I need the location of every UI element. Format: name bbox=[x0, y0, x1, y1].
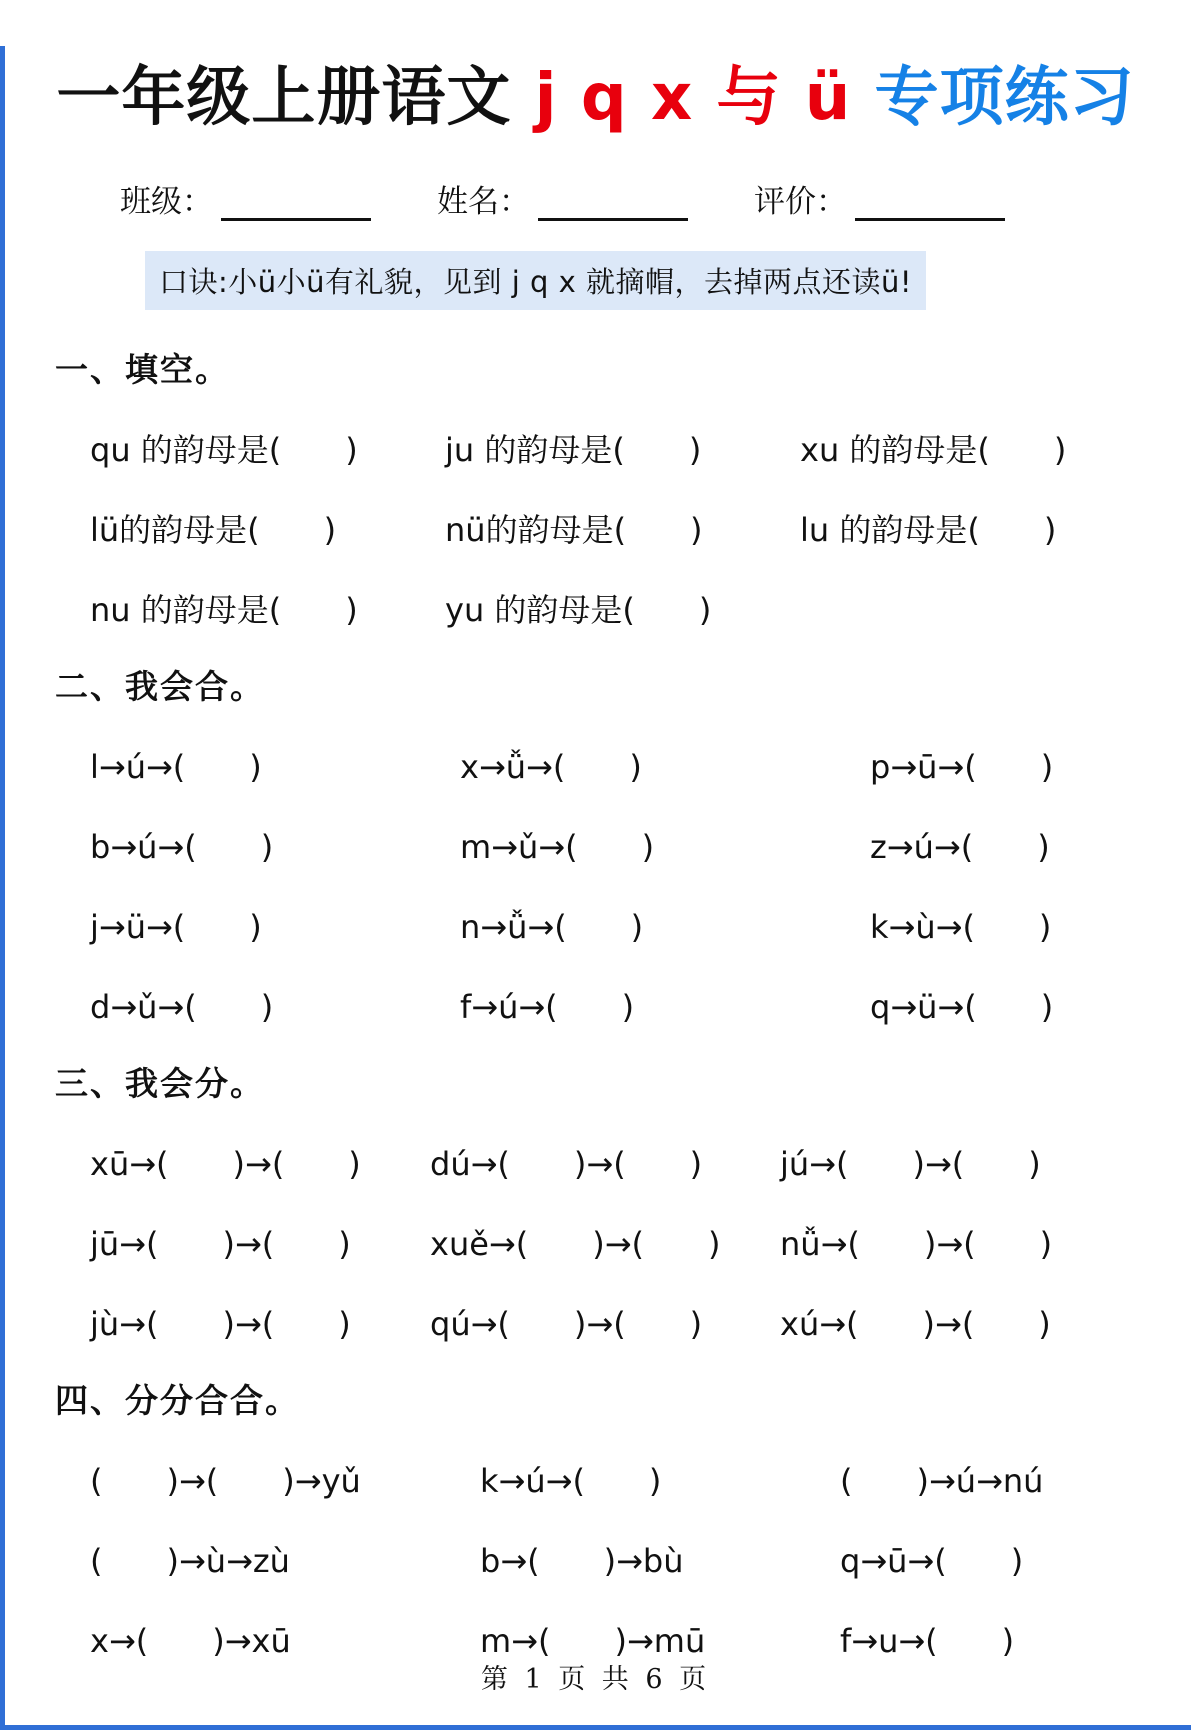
exercise-item: j→ü→( ) bbox=[90, 908, 262, 946]
evaluation-blank-line bbox=[855, 189, 1005, 221]
exercise-item: k→ú→( ) bbox=[480, 1462, 662, 1500]
exercise-item: b→( )→bù bbox=[480, 1542, 684, 1580]
exercise-row bbox=[90, 742, 1191, 788]
exercise-item: lu 的韵母是( ) bbox=[800, 511, 1057, 549]
exercise-row bbox=[90, 1616, 1191, 1662]
exercise-row bbox=[90, 505, 1191, 551]
exercise-row bbox=[90, 425, 1191, 471]
info-field-evaluation bbox=[754, 176, 1005, 221]
exercise-row bbox=[90, 1536, 1191, 1582]
page-bottom-border bbox=[0, 1725, 1191, 1730]
exercise-item: b→ú→( ) bbox=[90, 828, 274, 866]
exercise-item: ju 的韵母是( ) bbox=[445, 431, 702, 469]
exercise-item: f→u→( ) bbox=[840, 1622, 1015, 1660]
exercise-item: z→ú→( ) bbox=[870, 828, 1050, 866]
exercise-item: qu 的韵母是( ) bbox=[90, 431, 358, 469]
exercise-item: l→ú→( ) bbox=[90, 748, 262, 786]
evaluation-label: 评价： bbox=[754, 184, 847, 220]
exercise-item: m→( )→mū bbox=[480, 1622, 706, 1660]
page-title bbox=[0, 46, 1191, 138]
section-split bbox=[0, 1058, 1191, 1345]
exercise-item: xu 的韵母是( ) bbox=[800, 431, 1067, 469]
section-combine bbox=[0, 661, 1191, 1028]
exercise-row bbox=[90, 585, 1191, 631]
class-blank-line bbox=[221, 189, 371, 221]
exercise-item: jù→( )→( ) bbox=[90, 1305, 351, 1343]
section-heading: 四、分分合合。 bbox=[55, 1381, 300, 1420]
exercise-item: f→ú→( ) bbox=[460, 988, 635, 1026]
section-heading: 三、我会分。 bbox=[55, 1064, 265, 1103]
exercise-item: yu 的韵母是( ) bbox=[445, 591, 712, 629]
section-heading: 一、填空。 bbox=[55, 350, 230, 389]
exercise-row bbox=[90, 1456, 1191, 1502]
exercise-item: qú→( )→( ) bbox=[430, 1305, 703, 1343]
exercise-item: nü的韵母是( ) bbox=[445, 511, 703, 549]
exercise-item: ( )→( )→yǔ bbox=[90, 1462, 361, 1500]
info-field-class bbox=[120, 176, 371, 221]
exercise-row bbox=[90, 1139, 1191, 1185]
exercise-item: k→ù→( ) bbox=[870, 908, 1052, 946]
exercise-item: m→ǔ→( ) bbox=[460, 828, 655, 866]
exercise-row bbox=[90, 1219, 1191, 1265]
exercise-item: x→( )→xū bbox=[90, 1622, 291, 1660]
section-heading: 二、我会合。 bbox=[55, 667, 265, 706]
info-field-name bbox=[437, 176, 688, 221]
exercise-item: q→ū→( ) bbox=[840, 1542, 1024, 1580]
page-left-border bbox=[0, 46, 5, 1730]
title-segment-red: j q x 与 ü bbox=[534, 61, 852, 135]
exercise-item: dú→( )→( ) bbox=[430, 1145, 703, 1183]
exercise-row bbox=[90, 982, 1191, 1028]
exercise-item: nu 的韵母是( ) bbox=[90, 591, 358, 629]
name-blank-line bbox=[538, 189, 688, 221]
tip-box: 口诀:小ü小ü有礼貌，见到 j q x 就摘帽，去掉两点还读ü! bbox=[145, 251, 926, 310]
section-split-combine bbox=[0, 1375, 1191, 1662]
title-segment-black: 一年级上册语文 bbox=[56, 61, 512, 135]
title-segment-blue: 专项练习 bbox=[874, 61, 1135, 135]
exercise-item bbox=[800, 585, 1191, 631]
exercise-item: n→ǚ→( ) bbox=[460, 908, 644, 946]
page-footer: 第 1 页 共 6 页 bbox=[480, 1664, 711, 1695]
exercise-item: xú→( )→( ) bbox=[780, 1305, 1051, 1343]
exercise-item: d→ǔ→( ) bbox=[90, 988, 274, 1026]
exercise-item: xuě→( )→( ) bbox=[430, 1225, 721, 1263]
exercise-item: p→ū→( ) bbox=[870, 748, 1054, 786]
exercise-item: jú→( )→( ) bbox=[780, 1145, 1041, 1183]
info-row bbox=[0, 176, 1191, 221]
exercise-row bbox=[90, 902, 1191, 948]
exercise-item: ( )→ú→nú bbox=[840, 1462, 1044, 1500]
exercise-item: lü的韵母是( ) bbox=[90, 511, 337, 549]
exercise-item: q→ü→( ) bbox=[870, 988, 1054, 1026]
section-fill-blanks bbox=[0, 344, 1191, 631]
name-label: 姓名： bbox=[437, 184, 530, 220]
exercise-item: ( )→ù→zù bbox=[90, 1542, 290, 1580]
exercise-item: jū→( )→( ) bbox=[90, 1225, 351, 1263]
class-label: 班级： bbox=[120, 184, 213, 220]
exercise-item: x→ǚ→( ) bbox=[460, 748, 642, 786]
exercise-item: xū→( )→( ) bbox=[90, 1145, 361, 1183]
exercise-item: nǚ→( )→( ) bbox=[780, 1225, 1053, 1263]
exercise-row bbox=[90, 822, 1191, 868]
exercise-row bbox=[90, 1299, 1191, 1345]
